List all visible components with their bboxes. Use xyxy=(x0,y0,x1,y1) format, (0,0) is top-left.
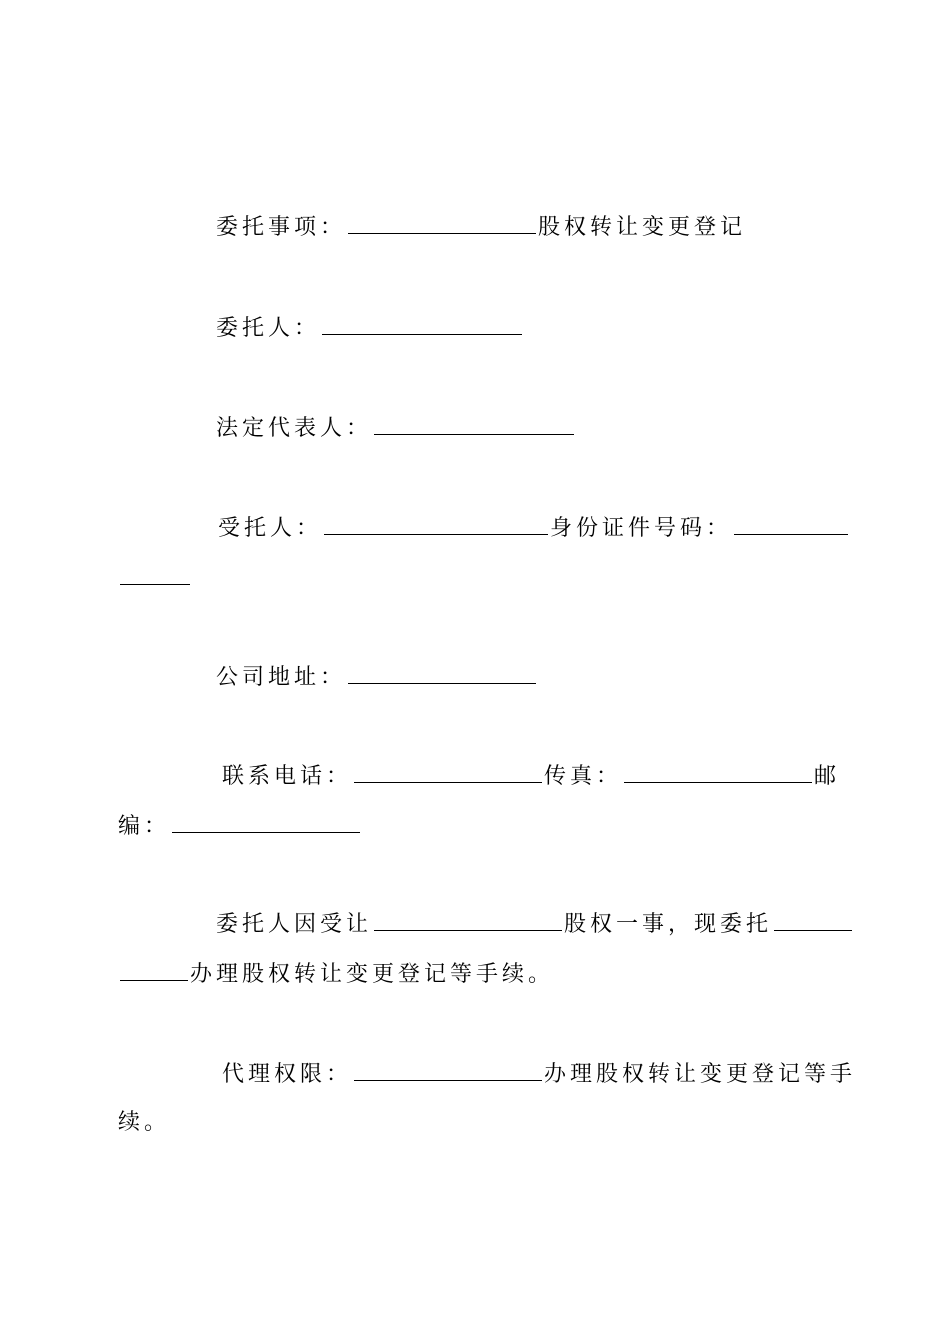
entrusted-party-blank-cont[interactable] xyxy=(120,958,188,981)
matter-label: 委托事项： xyxy=(216,215,347,240)
principal-line xyxy=(216,312,524,344)
phone-label: 联系电话： xyxy=(222,764,353,789)
id-label: 身份证件号码： xyxy=(550,516,733,541)
authority-suffix: 办理股权转让变更登记等手 xyxy=(544,1062,857,1087)
statement-cont-line xyxy=(118,958,554,990)
phone-blank[interactable] xyxy=(354,760,542,783)
authority-cont-line xyxy=(118,1108,170,1138)
address-line xyxy=(216,661,538,693)
id-blank-cont[interactable] xyxy=(120,562,190,585)
principal-label: 委托人： xyxy=(216,316,321,341)
legal-rep-label: 法定代表人： xyxy=(216,416,373,441)
authority-end: 续。 xyxy=(118,1110,171,1135)
address-blank[interactable] xyxy=(348,661,536,684)
matter-suffix: 股权转让变更登记 xyxy=(538,215,747,240)
stmt-part2: 股权一事，现委托 xyxy=(564,912,773,937)
authority-line xyxy=(222,1058,856,1090)
agent-blank[interactable] xyxy=(324,512,548,535)
matter-line xyxy=(216,211,746,243)
matter-blank[interactable] xyxy=(348,211,536,234)
authority-label: 代理权限： xyxy=(222,1062,353,1087)
id-blank[interactable] xyxy=(734,512,848,535)
address-label: 公司地址： xyxy=(216,665,347,690)
transfer-company-blank[interactable] xyxy=(374,908,562,931)
entrusted-party-blank[interactable] xyxy=(774,908,852,931)
authority-blank[interactable] xyxy=(354,1058,542,1081)
stmt-part1: 委托人因受让 xyxy=(216,912,373,937)
id-continuation-line xyxy=(118,562,192,594)
postcode-label-b: 编： xyxy=(118,814,171,839)
agent-label: 受托人： xyxy=(218,516,323,541)
legal-rep-line xyxy=(216,412,576,444)
postcode-blank[interactable] xyxy=(172,810,360,833)
fax-label: 传真： xyxy=(544,764,623,789)
statement-line xyxy=(216,908,854,940)
agent-line xyxy=(218,512,850,544)
principal-blank[interactable] xyxy=(322,312,522,335)
legal-rep-blank[interactable] xyxy=(374,412,574,435)
stmt-part3: 办理股权转让变更登记等手续。 xyxy=(190,962,555,987)
postcode-label-a: 邮 xyxy=(814,764,841,789)
phone-line xyxy=(222,760,840,792)
fax-blank[interactable] xyxy=(624,760,812,783)
postcode-line xyxy=(118,810,362,842)
